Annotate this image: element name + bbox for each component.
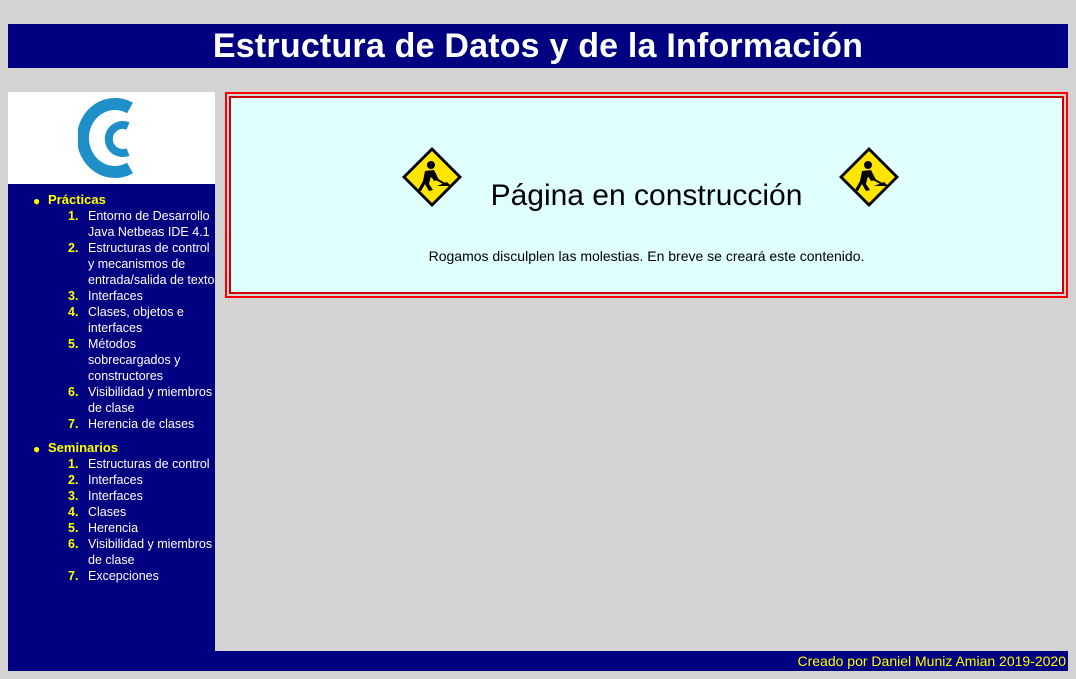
sidebar-item-link[interactable]: Interfaces <box>88 289 143 303</box>
page-header <box>8 24 1068 68</box>
sidebar-item[interactable] <box>48 288 215 304</box>
sidebar-item[interactable] <box>48 416 215 432</box>
sidebar-item-number: 6. <box>68 537 79 551</box>
construction-title: Página en construcción <box>490 179 803 212</box>
sidebar-item-number: 4. <box>68 305 79 319</box>
sidebar-item[interactable] <box>48 536 215 568</box>
sidebar-item[interactable] <box>48 520 215 536</box>
sidebar-item[interactable] <box>48 336 215 384</box>
footer <box>8 651 1068 671</box>
sidebar-item-link[interactable]: Excepciones <box>88 569 159 583</box>
sidebar-item-number: 7. <box>68 417 79 431</box>
cc-logo-icon <box>78 96 150 180</box>
sidebar-item[interactable] <box>48 304 215 336</box>
sidebar-item-number: 1. <box>68 457 79 471</box>
sidebar-item-list <box>48 456 215 584</box>
sidebar-section-title: Seminarios <box>48 440 119 455</box>
sidebar-item[interactable] <box>48 240 215 288</box>
sidebar-item[interactable] <box>48 208 215 240</box>
sidebar-item[interactable] <box>48 456 215 472</box>
sidebar-item-link[interactable]: Interfaces <box>88 489 143 503</box>
sidebar-item-link[interactable]: Entorno de Desarrollo Java Netbeas IDE 4.1 <box>88 209 210 239</box>
sidebar-item[interactable] <box>48 384 215 416</box>
logo-box <box>8 92 215 184</box>
sidebar-item-number: 7. <box>68 569 79 583</box>
sidebar-item-link[interactable]: Visibilidad y miembros de clase <box>88 385 213 415</box>
construction-worker-icon <box>838 146 900 208</box>
sidebar-item-number: 1. <box>68 209 79 223</box>
sidebar-item-list <box>48 208 215 432</box>
sidebar-item-number: 4. <box>68 505 79 519</box>
sidebar-section <box>8 440 215 584</box>
sidebar-section-title: Prácticas <box>48 192 106 207</box>
content-inner <box>229 96 1064 294</box>
sidebar-section <box>8 192 215 432</box>
sidebar-item-link[interactable]: Métodos sobrecargados y constructores <box>88 337 181 383</box>
sidebar <box>8 92 215 651</box>
sidebar-item-link[interactable]: Herencia <box>88 521 139 535</box>
sidebar-nav <box>8 184 215 584</box>
construction-title-row <box>231 146 1062 216</box>
sidebar-item-link[interactable]: Estructuras de control <box>88 457 210 471</box>
sidebar-item-link[interactable]: Interfaces <box>88 473 143 487</box>
sidebar-item-number: 3. <box>68 289 79 303</box>
construction-message: Rogamos disculplen las molestias. En breve se creará este contenido. <box>428 248 865 264</box>
sidebar-item-number: 5. <box>68 337 79 351</box>
sidebar-item-link[interactable]: Visibilidad y miembros de clase <box>88 537 213 567</box>
footer-credit: Creado por Daniel Muniz Amian 2019-2020 <box>797 653 1066 669</box>
sidebar-item-link[interactable]: Clases <box>88 505 127 519</box>
sidebar-item[interactable] <box>48 504 215 520</box>
page-title: Estructura de Datos y de la Información <box>212 27 864 65</box>
content-panel <box>225 92 1068 298</box>
sidebar-item-number: 5. <box>68 521 79 535</box>
sidebar-item[interactable] <box>48 472 215 488</box>
sidebar-item-number: 2. <box>68 241 79 255</box>
sidebar-item-number: 6. <box>68 385 79 399</box>
bullet-icon: ● <box>33 194 41 208</box>
sidebar-item[interactable] <box>48 488 215 504</box>
sidebar-item-number: 2. <box>68 473 79 487</box>
sidebar-item[interactable] <box>48 568 215 584</box>
bullet-icon: ● <box>33 442 41 456</box>
sidebar-item-link[interactable]: Estructuras de control y mecanismos de entrada/salida de texto <box>88 241 215 287</box>
sidebar-item-number: 3. <box>68 489 79 503</box>
sidebar-item-link[interactable]: Clases, objetos e interfaces <box>88 305 184 335</box>
sidebar-item-link[interactable]: Herencia de clases <box>88 417 195 431</box>
